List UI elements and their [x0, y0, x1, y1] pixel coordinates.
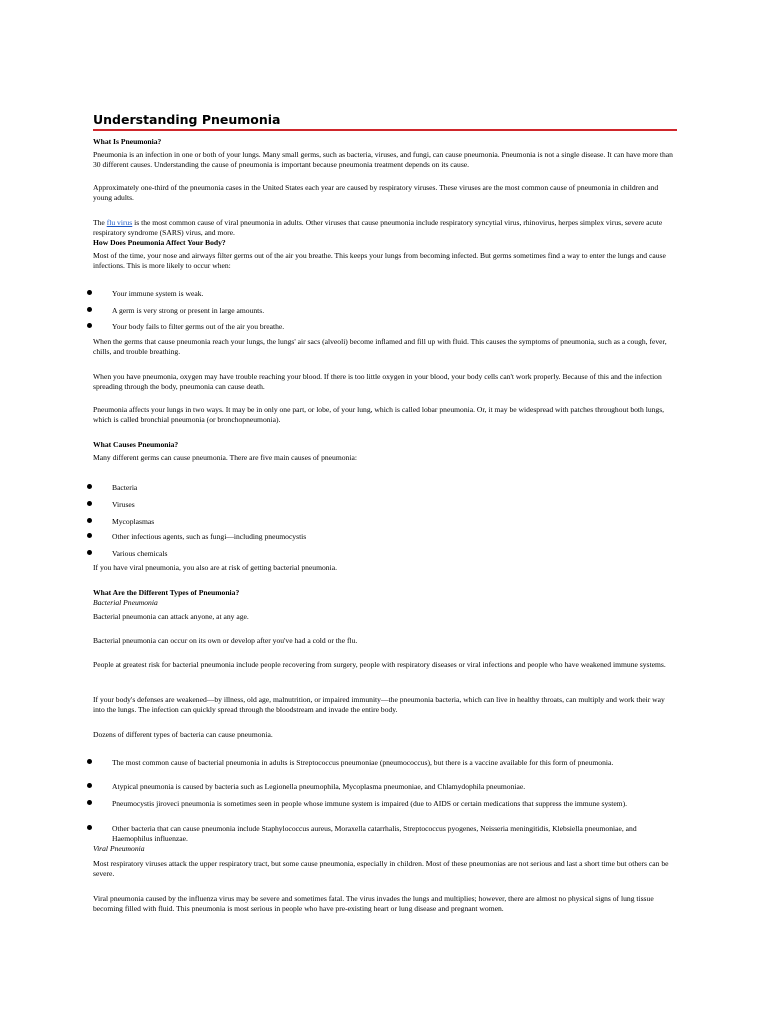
list-item-text: Viruses — [112, 500, 135, 509]
bullet-icon — [87, 825, 92, 830]
paragraph: Viral pneumonia caused by the influenza virus may be severe and sometimes fatal. The virus invades the lungs and multiplies; however, there are almost no physical signs of lung tissue becoming filled with fluid. This pneumonia is most serious in people who have pre-existing heart or lung disease and pregnant women. — [93, 894, 654, 914]
bullet-icon — [87, 501, 92, 506]
page-title: Understanding Pneumonia — [93, 112, 281, 127]
paragraph: Bacterial pneumonia can attack anyone, at any age. — [93, 612, 249, 621]
list-item-text: Other infectious agents, such as fungi—including pneumocystis — [112, 532, 307, 541]
bullet-icon — [87, 307, 92, 312]
paragraph: Approximately one-third of the pneumonia cases in the United States each year are caused by respiratory viruses. These viruses are the most common cause of pneumonia in children and young adults. — [93, 183, 659, 203]
heading-types: What Are the Different Types of Pneumonia? — [93, 588, 240, 597]
paragraph: When the germs that cause pneumonia reach your lungs, the lungs' air sacs (alveoli) become inflamed and fill up with fluid. This causes the symptoms of pneumonia, such as a cough, fever, chills, and trouble breathing. — [93, 337, 667, 357]
list-item-text: A germ is very strong or present in large amounts. — [112, 306, 265, 315]
paragraph: Most of the time, your nose and airways filter germs out of the air you breathe. This keeps your lungs from becoming infected. But germs sometimes find a way to enter the lungs and cause infections. This is more likely to occur when: — [93, 251, 666, 271]
list-item-text: Atypical pneumonia is caused by bacteria such as Legionella pneumophila, Mycoplasma pneumoniae, and Chlamydophila pneumoniae. — [112, 782, 526, 791]
bullet-icon — [87, 550, 92, 555]
paragraph: Most respiratory viruses attack the upper respiratory tract, but some cause pneumonia, especially in children. Most of these pneumonias are not serious and last a short time but others can be severe. — [93, 859, 669, 879]
paragraph: Bacterial pneumonia can occur on its own or develop after you've had a cold or the flu. — [93, 636, 358, 645]
title-divider — [93, 129, 677, 131]
bullet-icon — [87, 518, 92, 523]
list-item-text: Various chemicals — [112, 549, 168, 558]
heading-what-is: What Is Pneumonia? — [93, 137, 162, 146]
list-item-text: Other bacteria that can cause pneumonia include Staphylococcus aureus, Moraxella catarrhalis, Streptococcus pyogenes, Neisseria meningitidis, Klebsiella pneumoniae, and Haemophilus influenzae. — [112, 824, 637, 844]
document-page — [93, 112, 677, 914]
paragraph-flu — [93, 218, 677, 239]
bullet-icon — [87, 290, 92, 295]
paragraph: If your body's defenses are weakened—by illness, old age, malnutrition, or impaired immunity—the pneumonia bacteria, which can live in healthy throats, can multiply and work their way into the lungs. The infection can quickly spread through the bloodstream and invade the entire body. — [93, 695, 665, 715]
bullet-icon — [87, 533, 92, 538]
bullet-icon — [87, 783, 92, 788]
paragraph: Dozens of different types of bacteria can cause pneumonia. — [93, 730, 273, 739]
heading-causes: What Causes Pneumonia? — [93, 440, 179, 449]
list-item-text: Pneumocystis jiroveci pneumonia is sometimes seen in people whose immune system is impaired (due to AIDS or certain medications that suppress the immune system). — [112, 799, 628, 808]
paragraph: Pneumonia affects your lungs in two ways. It may be in only one part, or lobe, of your lung, which is called lobar pneumonia. Or, it may be widespread with patches throughout both lungs, which is called bronchial pneumonia (or bronchopneumonia). — [93, 405, 665, 425]
paragraph: Pneumonia is an infection in one or both of your lungs. Many small germs, such as bacteria, viruses, and fungi, can cause pneumonia. Pneumonia is not a single disease. It can have more than 30 different causes. Understanding the cause of pneumonia is important because pneumonia treatment depends on its cause. — [93, 150, 673, 170]
text: is the most common cause of viral pneumonia in adults. Other viruses that cause pneumonia include respiratory syncytial virus, rhinovirus, herpes simplex virus, severe acute respiratory syndrome (SARS) virus, and more. — [93, 218, 663, 238]
list-item-text: Your immune system is weak. — [112, 289, 204, 298]
paragraph: Many different germs can cause pneumonia. There are five main causes of pneumonia: — [93, 453, 357, 462]
bullet-icon — [87, 759, 92, 764]
paragraph: People at greatest risk for bacterial pneumonia include people recovering from surgery, people with respiratory diseases or viral infections and people who have weakened immune systems. — [93, 660, 666, 669]
text: The — [93, 218, 107, 227]
paragraph: If you have viral pneumonia, you also are at risk of getting bacterial pneumonia. — [93, 563, 337, 572]
bullet-icon — [87, 323, 92, 328]
list-item-text: Bacteria — [112, 483, 138, 492]
paragraph: When you have pneumonia, oxygen may have trouble reaching your blood. If there is too little oxygen in your blood, your body cells can't work properly. Because of this and the infection spreading through the body, pneumonia can cause death. — [93, 372, 662, 392]
subheading-viral: Viral Pneumonia — [93, 844, 145, 853]
subheading-bacterial: Bacterial Pneumonia — [93, 598, 158, 607]
list-item-text: Mycoplasmas — [112, 517, 155, 526]
list-item-text: The most common cause of bacterial pneumonia in adults is Streptococcus pneumoniae (pneumococcus), but there is a vaccine available for this form of pneumonia. — [112, 758, 614, 767]
bullet-icon — [87, 484, 92, 489]
heading-how-affect: How Does Pneumonia Affect Your Body? — [93, 238, 226, 247]
list-item-text: Your body fails to filter germs out of the air you breathe. — [112, 322, 285, 331]
flu-virus-link[interactable]: flu virus — [106, 218, 133, 227]
bullet-icon — [87, 800, 92, 805]
